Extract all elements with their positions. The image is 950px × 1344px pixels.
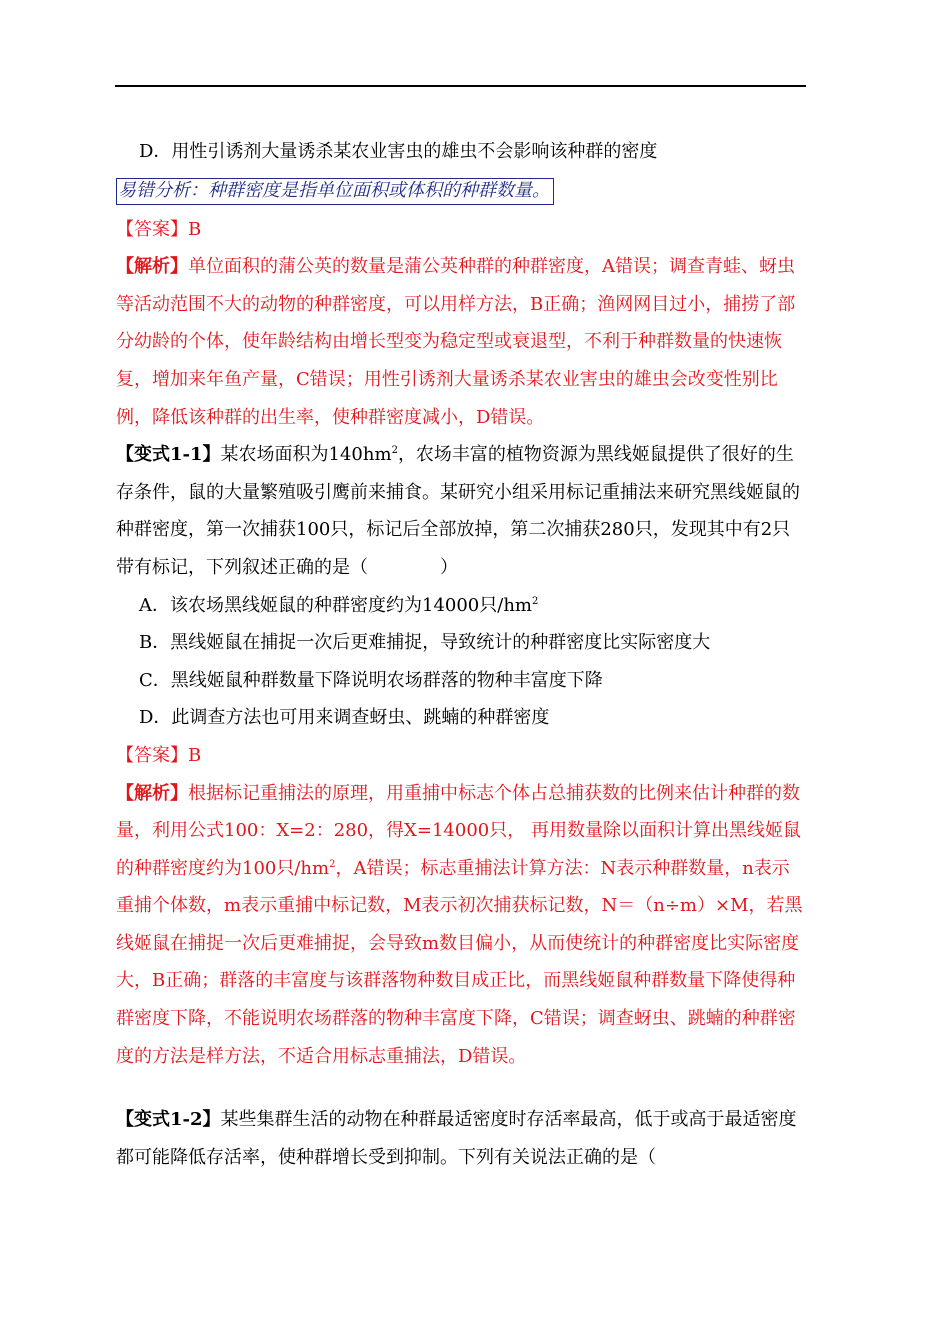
question-1-1-label: 【变式1-1】 — [116, 444, 221, 466]
header-rule — [115, 85, 806, 87]
analysis-2-text-b: ，A错误；标志重捕法计算方法：N表示种群数量，n表示重捕个体数，m表示重捕中标记数，M表示初次捕获标记数，N＝（n÷m）×M，若黑线姬鼠在捕捉一次后更难捕捉，会导致m数目偏小，从而使统计的种群密度比实际密度大，B正确；群落的丰富度与该群落物种数目成正比，而黑线姬鼠种群数量下降使得种群密度下降，不能说明农场群落的物种丰富度下降，C错误；调查蚜虫、跳蝻的种群密度的方法是样方法，不适合用标志重捕法，D错误。 — [116, 857, 803, 1067]
analysis-2-label: 【解析】 — [116, 782, 188, 804]
answer-2 — [116, 737, 806, 775]
option-a-text: A．该农场黑线姬鼠的种群密度约为14000只/hm — [139, 594, 532, 616]
analysis-1-label: 【解析】 — [116, 256, 188, 278]
question-1-1-option-d: D．此调查方法也可用来调查蚜虫、跳蝻的种群密度 — [139, 707, 550, 729]
analysis-1-text: 单位面积的蒲公英的数量是蒲公英种群的种群密度，A错误；调查青蛙、蚜虫等活动范围不大的动物的种群密度，可以用样方法，B正确；渔网网目过小，捕捞了部分幼龄的个体，使年龄结构由增长型变为稳定型或衰退型，不利于种群数量的快速恢复，增加来年鱼产量，C错误；用性引诱剂大量诱杀某农业害虫的雄虫会改变性别比例，降低该种群的出生率，使种群密度减小，D错误。 — [116, 256, 796, 428]
page-content — [116, 133, 806, 1176]
answer-1-value: B — [188, 218, 202, 240]
question-1-1-stem-a: 某农场面积为140hm — [220, 444, 392, 466]
question-1-1-option-a — [116, 587, 806, 625]
question-1-1-sup: 2 — [391, 445, 398, 457]
question-1-1-option-c: C．黑线姬鼠种群数量下降说明农场群落的物种丰富度下降 — [139, 669, 603, 691]
analysis-2 — [116, 775, 806, 1076]
question-1-1-stem — [116, 436, 806, 586]
analysis-2-text-a: 根据标记重捕法的原理，用重捕中标志个体占总捕获数的比例来估计种群的数量，利用公式100：X=2：280，得X=14000只， 再用数量除以面积计算出黑线姬鼠的种群密度约为100只/hm — [116, 782, 801, 879]
answer-2-label: 【答案】 — [116, 744, 188, 766]
analysis-1 — [116, 248, 806, 436]
error-analysis-note-row — [116, 171, 806, 211]
question-1-1-stem-b: ，农场丰富的植物资源为黑线姬鼠提供了很好的生存条件，鼠的大量繁殖吸引鹰前来捕食。某研究小组采用标记重捕法来研究黑线姬鼠的种群密度，第一次捕获100只，标记后全部放掉，第二次捕获280只，发现其中有2只带有标记，下列叙述正确的是（ ） — [116, 444, 800, 578]
option-a-sup: 2 — [531, 595, 539, 607]
analysis-2-sup: 2 — [329, 858, 336, 870]
question-1-1-option-b: B．黑线姬鼠在捕捉一次后更难捕捉，导致统计的种群密度比实际密度大 — [139, 632, 711, 654]
question-1-2-text: 某些集群生活的动物在种群最适密度时存活率最高，低于或高于最适密度都可能降低存活率，使种群增长受到抑制。下列有关说法正确的是（ — [116, 1109, 797, 1168]
paragraph-spacer — [116, 1075, 806, 1101]
option-d-previous: D．用性引诱剂大量诱杀某农业害虫的雄虫不会影响该种群的密度 — [139, 141, 658, 162]
answer-1-label: 【答案】 — [116, 218, 188, 240]
question-1-2-stem — [116, 1101, 806, 1176]
answer-2-value: B — [188, 744, 202, 766]
error-analysis-note: 易错分析：种群密度是指单位面积或体积的种群数量。 — [116, 178, 554, 205]
answer-1 — [116, 211, 806, 249]
question-1-2-label: 【变式1-2】 — [116, 1109, 221, 1131]
